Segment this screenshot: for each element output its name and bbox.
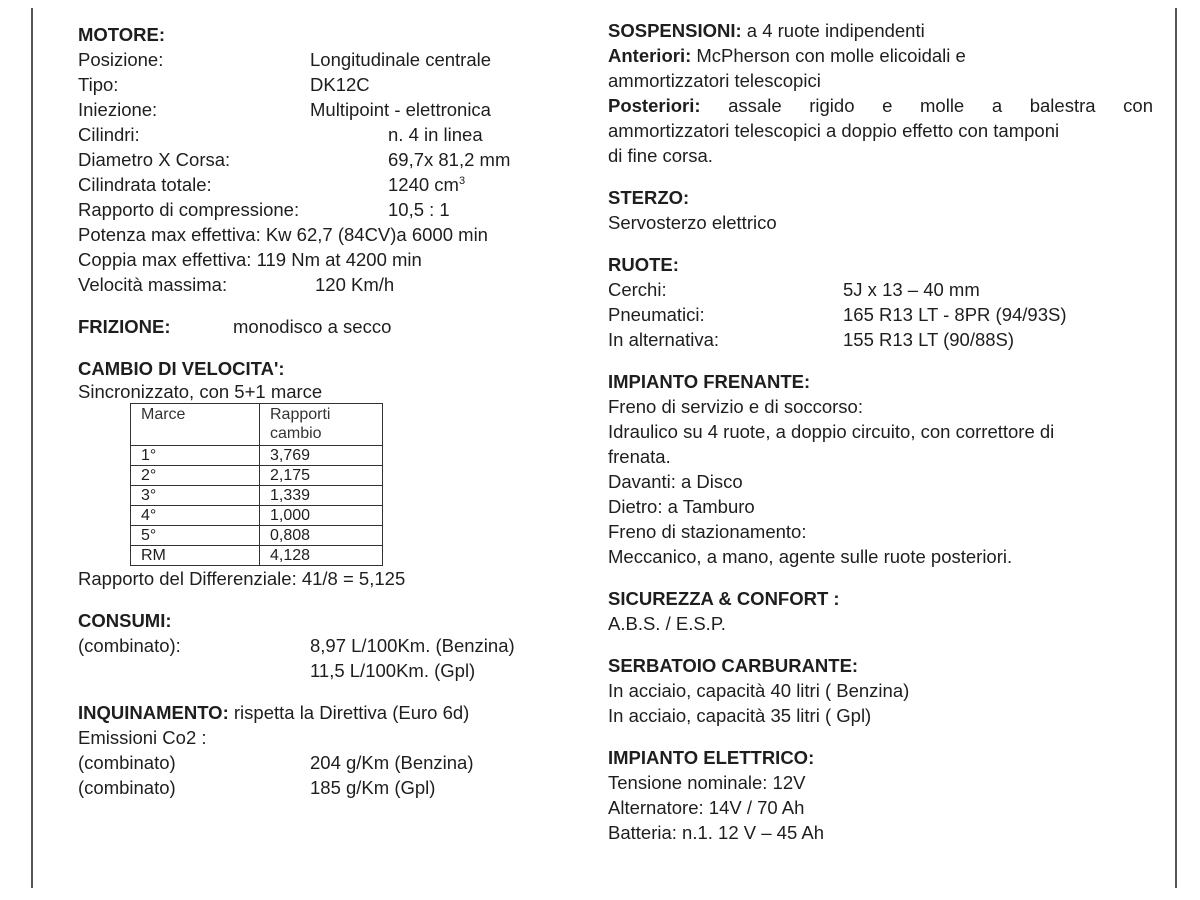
spacer bbox=[608, 636, 1153, 653]
motore-row bbox=[78, 47, 578, 72]
gear-table-header-rapporti: Rapporti cambio bbox=[260, 404, 383, 446]
freni-line: Freno di stazionamento: bbox=[608, 521, 807, 542]
sospensioni-text: a 4 ruote indipendenti bbox=[741, 20, 925, 41]
ruote-row bbox=[608, 327, 1153, 352]
ruote-row-value: 155 R13 LT (90/88S) bbox=[843, 329, 1015, 350]
motore-row-label: Iniezione: bbox=[78, 99, 158, 120]
spacer bbox=[78, 683, 578, 700]
consumi-gpl: 11,5 L/100Km. (Gpl) bbox=[310, 660, 476, 681]
consumi-label: (combinato): bbox=[78, 635, 181, 656]
emissioni-row-label: (combinato) bbox=[78, 752, 176, 773]
cambio-section bbox=[78, 356, 578, 591]
ratio-cell: 2,175 bbox=[260, 466, 383, 486]
ratio-cell: 1,339 bbox=[260, 486, 383, 506]
motore-row-value: Longitudinale centrale bbox=[310, 49, 492, 70]
sicurezza-value: A.B.S. / E.S.P. bbox=[608, 613, 726, 634]
emissioni-row-value: 204 g/Km (Benzina) bbox=[310, 752, 474, 773]
velocita-row bbox=[78, 272, 578, 297]
freni-line: Idraulico su 4 ruote, a doppio circuito, con correttore di bbox=[608, 421, 1055, 442]
spacer bbox=[608, 352, 1153, 369]
motore-row bbox=[78, 122, 578, 147]
freni-line: frenata. bbox=[608, 446, 671, 467]
motore-row-label: Tipo: bbox=[78, 74, 119, 95]
frizione-heading: FRIZIONE: bbox=[78, 316, 171, 337]
posteriori-line bbox=[608, 93, 1153, 118]
table-row bbox=[131, 506, 383, 526]
ruote-row-label: In alternativa: bbox=[608, 329, 720, 350]
motore-row-value: 10,5 : 1 bbox=[388, 199, 450, 220]
sicurezza-section bbox=[608, 586, 1153, 636]
ruote-row bbox=[608, 302, 1153, 327]
gear-ratio-table bbox=[130, 403, 383, 566]
ruote-row bbox=[608, 277, 1153, 302]
table-row bbox=[131, 546, 383, 566]
gear-cell: RM bbox=[131, 546, 260, 566]
left-margin-rule bbox=[31, 8, 33, 888]
spacer bbox=[608, 728, 1153, 745]
spacer bbox=[78, 339, 578, 356]
emissioni-row-value: 185 g/Km (Gpl) bbox=[310, 777, 436, 798]
inquinamento-heading: INQUINAMENTO: bbox=[78, 702, 229, 723]
sicurezza-heading: SICUREZZA & CONFORT : bbox=[608, 588, 840, 609]
sospensioni-line bbox=[608, 18, 1153, 43]
frizione-section bbox=[78, 314, 578, 339]
right-column bbox=[608, 18, 1153, 845]
spacer bbox=[78, 591, 578, 608]
gear-cell: 4° bbox=[131, 506, 260, 526]
table-row bbox=[131, 446, 383, 466]
cambio-heading: CAMBIO DI VELOCITA': bbox=[78, 358, 285, 379]
elettrico-section bbox=[608, 745, 1153, 845]
inquinamento-text: rispetta la Direttiva (Euro 6d) bbox=[228, 702, 470, 723]
emissioni-row bbox=[78, 750, 578, 775]
table-row bbox=[131, 486, 383, 506]
motore-row-value: DK12C bbox=[310, 74, 370, 95]
gear-table-header bbox=[131, 404, 383, 446]
freni-line: Davanti: a Disco bbox=[608, 471, 743, 492]
anteriori-text: McPherson con molle elicoidali e bbox=[691, 45, 966, 66]
freni-line: Meccanico, a mano, agente sulle ruote posteriori. bbox=[608, 546, 1013, 567]
gear-cell: 2° bbox=[131, 466, 260, 486]
frizione-row bbox=[78, 314, 578, 339]
gear-cell: 3° bbox=[131, 486, 260, 506]
motore-row-label: Cilindri: bbox=[78, 124, 140, 145]
freni-section bbox=[608, 369, 1153, 569]
motore-row-value: 69,7x 81,2 mm bbox=[388, 149, 511, 170]
ratio-cell: 1,000 bbox=[260, 506, 383, 526]
spacer bbox=[608, 569, 1153, 586]
posteriori-line-3: di fine corsa. bbox=[608, 145, 713, 166]
frizione-value: monodisco a secco bbox=[233, 316, 392, 337]
elettrico-line: Alternatore: 14V / 70 Ah bbox=[608, 797, 805, 818]
emissioni-row bbox=[78, 775, 578, 800]
ruote-heading: RUOTE: bbox=[608, 254, 679, 275]
ruote-section bbox=[608, 252, 1153, 352]
ratio-cell: 0,808 bbox=[260, 526, 383, 546]
motore-row-value bbox=[388, 172, 465, 197]
table-row bbox=[131, 466, 383, 486]
sterzo-heading: STERZO: bbox=[608, 187, 690, 208]
ratio-cell: 3,769 bbox=[260, 446, 383, 466]
emissioni-row-label: (combinato) bbox=[78, 777, 176, 798]
inquinamento-line bbox=[78, 700, 578, 725]
motore-section bbox=[78, 22, 578, 297]
anteriori-line bbox=[608, 43, 1153, 68]
motore-row-label: Diametro X Corsa: bbox=[78, 149, 231, 170]
spacer bbox=[608, 235, 1153, 252]
gear-cell: 1° bbox=[131, 446, 260, 466]
velocita-value: 120 Km/h bbox=[315, 274, 395, 295]
cambio-description: Sincronizzato, con 5+1 marce bbox=[78, 381, 323, 402]
gear-table-header-marce: Marce bbox=[131, 404, 260, 446]
ruote-row-value: 165 R13 LT - 8PR (94/93S) bbox=[843, 304, 1067, 325]
sterzo-value: Servosterzo elettrico bbox=[608, 212, 777, 233]
serbatoio-line: In acciaio, capacità 40 litri ( Benzina) bbox=[608, 680, 910, 701]
motore-row-label: Rapporto di compressione: bbox=[78, 199, 300, 220]
sospensioni-section bbox=[608, 18, 1153, 168]
ruote-row-label: Cerchi: bbox=[608, 279, 667, 300]
serbatoio-line: In acciaio, capacità 35 litri ( Gpl) bbox=[608, 705, 872, 726]
motore-row bbox=[78, 72, 578, 97]
sospensioni-heading: SOSPENSIONI: bbox=[608, 20, 742, 41]
elettrico-line: Tensione nominale: 12V bbox=[608, 772, 806, 793]
freni-heading: IMPIANTO FRENANTE: bbox=[608, 371, 811, 392]
differenziale-line: Rapporto del Differenziale: 41/8 = 5,125 bbox=[78, 568, 406, 589]
ruote-row-value: 5J x 13 – 40 mm bbox=[843, 279, 980, 300]
motore-row-value: Multipoint - elettronica bbox=[310, 99, 491, 120]
consumi-row bbox=[78, 633, 578, 658]
motore-row-label: Cilindrata totale: bbox=[78, 174, 212, 195]
motore-row-label: Posizione: bbox=[78, 49, 164, 70]
elettrico-line: Batteria: n.1. 12 V – 45 Ah bbox=[608, 822, 824, 843]
posteriori-text: assale rigido e molle a balestra con bbox=[700, 95, 1153, 116]
cilindrata-value: 1240 cm bbox=[388, 174, 459, 195]
sterzo-section bbox=[608, 185, 1153, 235]
anteriori-line-2: ammortizzatori telescopici bbox=[608, 70, 821, 91]
right-margin-rule bbox=[1175, 8, 1177, 888]
left-column bbox=[78, 22, 578, 800]
velocita-label: Velocità massima: bbox=[78, 274, 228, 295]
motore-row bbox=[78, 97, 578, 122]
gear-cell: 5° bbox=[131, 526, 260, 546]
consumi-section bbox=[78, 608, 578, 683]
consumi-benzina: 8,97 L/100Km. (Benzina) bbox=[310, 635, 515, 656]
inquinamento-section bbox=[78, 700, 578, 800]
serbatoio-heading: SERBATOIO CARBURANTE: bbox=[608, 655, 859, 676]
motore-row-value: n. 4 in linea bbox=[388, 124, 483, 145]
consumi-heading: CONSUMI: bbox=[78, 610, 172, 631]
ratio-cell: 4,128 bbox=[260, 546, 383, 566]
motore-row bbox=[78, 197, 578, 222]
consumi-row bbox=[78, 658, 578, 683]
cilindrata-exponent: 3 bbox=[458, 174, 466, 187]
posteriori-line-2: ammortizzatori telescopici a doppio effetto con tamponi bbox=[608, 120, 1060, 141]
elettrico-heading: IMPIANTO ELETTRICO: bbox=[608, 747, 815, 768]
motore-row bbox=[78, 147, 578, 172]
freni-line: Dietro: a Tamburo bbox=[608, 496, 755, 517]
potenza-line: Potenza max effettiva: Kw 62,7 (84CV)a 6000 min bbox=[78, 224, 488, 245]
posteriori-label: Posteriori: bbox=[608, 95, 701, 116]
ruote-row-label: Pneumatici: bbox=[608, 304, 705, 325]
motore-heading: MOTORE: bbox=[78, 24, 166, 45]
serbatoio-section bbox=[608, 653, 1153, 728]
table-row bbox=[131, 526, 383, 546]
coppia-line: Coppia max effettiva: 119 Nm at 4200 min bbox=[78, 249, 422, 270]
motore-row bbox=[78, 172, 578, 197]
spacer bbox=[78, 297, 578, 314]
emissioni-label: Emissioni Co2 : bbox=[78, 727, 207, 748]
spacer bbox=[608, 168, 1153, 185]
anteriori-label: Anteriori: bbox=[608, 45, 692, 66]
freni-line: Freno di servizio e di soccorso: bbox=[608, 396, 863, 417]
